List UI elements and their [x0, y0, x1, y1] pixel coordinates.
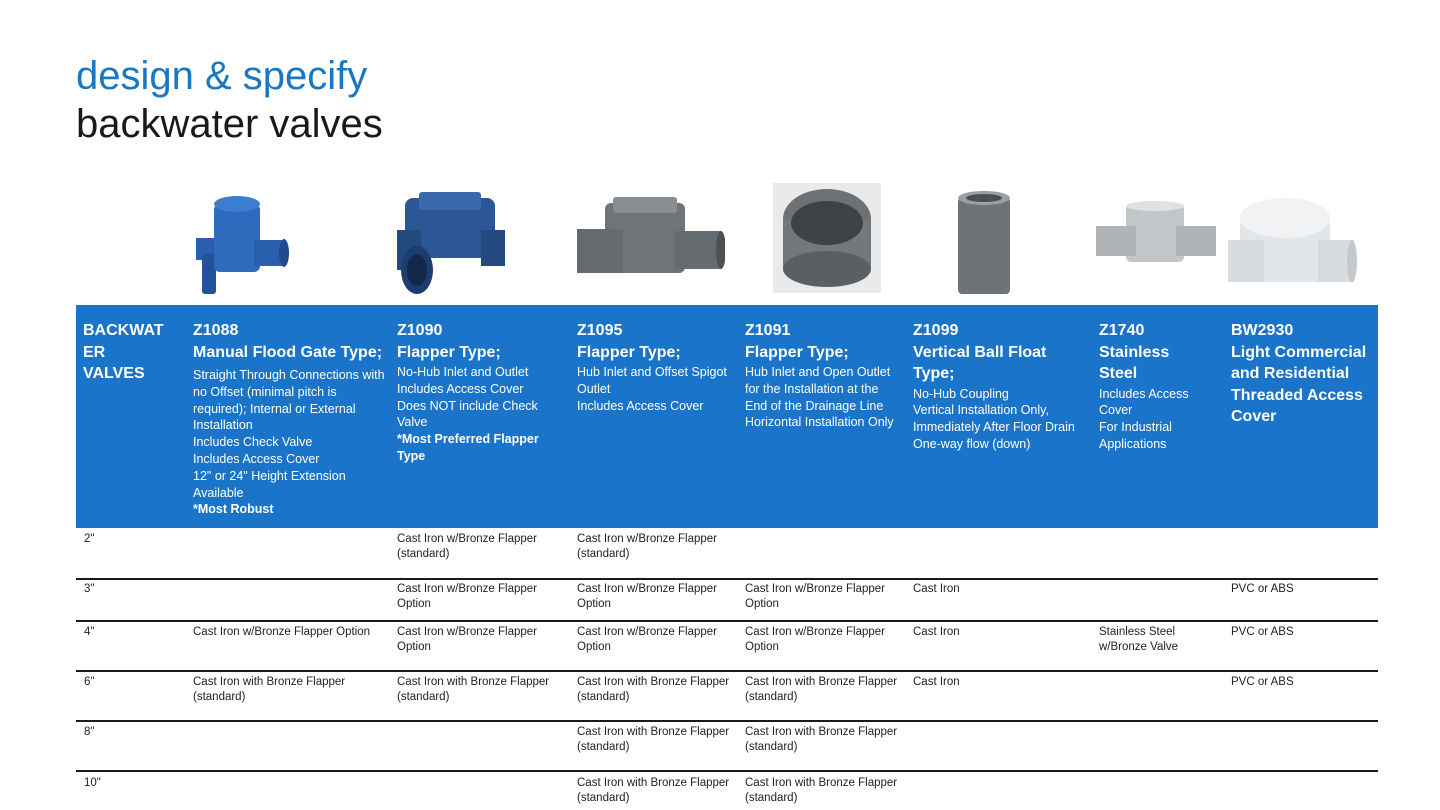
table-cell: Cast Iron with Bronze Flapper (standard) — [397, 676, 550, 703]
product-type: Flapper Type; — [577, 343, 681, 361]
table-cell: Cast Iron w/Bronze Flapper Option — [397, 626, 537, 653]
product-desc: Horizontal Installation Only — [745, 415, 894, 430]
product-desc: Hub Inlet and Open Outlet for the Installation at the End of the Drainage Line — [745, 365, 891, 413]
product-desc: 12" or 24" Height Extension Available — [193, 468, 346, 500]
table-cell: PVC or ABS — [1231, 676, 1294, 688]
table-cell: Cast Iron — [913, 626, 960, 638]
table-cell: Stainless Steel w/Bronze Valve — [1099, 626, 1179, 653]
product-type: Manual Flood Gate Type; — [193, 343, 383, 361]
product-note: *Most Robust — [193, 502, 274, 517]
product-code: Z1099 — [913, 322, 959, 339]
table-cell: Cast Iron w/Bronze Flapper Option — [397, 583, 537, 610]
table-cell: Cast Iron — [913, 676, 960, 688]
header-label-line-3: VALVES — [83, 365, 145, 382]
product-code: Z1095 — [577, 322, 623, 339]
z1095-product-image — [575, 195, 725, 295]
product-desc: Vertical Installation Only, Immediately After Floor Drain — [913, 403, 1075, 435]
header-bw2930 — [1231, 320, 1371, 428]
product-desc: Includes Access Cover — [577, 398, 704, 413]
header-z1740 — [1099, 320, 1209, 453]
bw2930-product-image — [1228, 188, 1358, 292]
table-cell: Cast Iron w/Bronze Flapper (standard) — [577, 533, 717, 560]
table-cell: Cast Iron with Bronze Flapper (standard) — [577, 726, 730, 753]
table-cell: PVC or ABS — [1231, 583, 1294, 595]
product-desc: Includes Access Cover — [1099, 386, 1189, 418]
header-label-line-2: ER — [83, 343, 106, 361]
table-cell: Cast Iron w/Bronze Flapper Option — [745, 583, 885, 610]
product-desc: Includes Access Cover — [193, 451, 320, 466]
table-cell: Cast Iron w/Bronze Flapper Option — [745, 626, 885, 653]
product-code: Z1740 — [1099, 322, 1145, 339]
size-label: 10" — [84, 777, 101, 789]
row-divider — [76, 770, 1378, 772]
product-desc: No-Hub Inlet and Outlet — [397, 365, 529, 379]
row-divider — [76, 720, 1378, 722]
table-cell: Cast Iron — [913, 583, 960, 595]
table-cell: Cast Iron w/Bronze Flapper Option — [577, 583, 717, 610]
product-code: Z1088 — [193, 322, 239, 339]
table-cell: Cast Iron with Bronze Flapper (standard) — [745, 676, 898, 703]
product-type: Light Commercial and Residential Threaded Access Cover — [1231, 343, 1367, 425]
table-cell: Cast Iron w/Bronze Flapper Option — [577, 626, 717, 653]
header-z1091 — [745, 320, 903, 431]
header-label-line-1: BACKWAT — [83, 322, 164, 339]
z1099-product-image — [952, 190, 1016, 296]
z1740-product-image — [1096, 200, 1216, 270]
table-cell: Cast Iron w/Bronze Flapper (standard) — [397, 533, 537, 560]
table-cell: Cast Iron with Bronze Flapper (standard) — [745, 726, 898, 753]
product-type: Vertical Ball Float Type; — [913, 343, 1047, 382]
header-z1088 — [193, 320, 385, 518]
size-label: 3" — [84, 583, 95, 595]
table-cell: Cast Iron with Bronze Flapper (standard) — [577, 676, 730, 703]
table-cell: Cast Iron with Bronze Flapper (standard) — [745, 777, 898, 804]
size-label: 4" — [84, 626, 95, 638]
product-desc: Does NOT include Check Valve — [397, 398, 538, 430]
table-cell: Cast Iron w/Bronze Flapper Option — [193, 626, 371, 638]
page-title — [76, 52, 383, 148]
table-cell: Cast Iron with Bronze Flapper (standard) — [193, 676, 346, 703]
z1088-product-image — [188, 190, 292, 298]
title-line-2: backwater valves — [76, 102, 383, 146]
row-divider — [76, 670, 1378, 672]
product-desc: Hub Inlet and Offset Spigot Outlet — [577, 365, 727, 396]
product-type: Flapper Type; — [397, 343, 501, 361]
table-cell: PVC or ABS — [1231, 626, 1294, 638]
size-label: 8" — [84, 726, 95, 738]
product-type: Flapper Type; — [745, 343, 849, 361]
product-type: Stainless Steel — [1099, 343, 1170, 382]
size-label: 6" — [84, 676, 95, 688]
z1090-product-image — [395, 190, 507, 298]
row-divider — [76, 620, 1378, 622]
product-code: Z1091 — [745, 322, 791, 339]
title-line-1: design & specify — [76, 54, 368, 98]
header-z1095 — [577, 320, 727, 414]
product-desc: One-way flow (down) — [913, 436, 1031, 451]
size-label: 2" — [84, 533, 95, 545]
product-desc: Includes Check Valve — [193, 435, 313, 450]
product-desc: Straight Through Connections with no Offset (minimal pitch is required); Internal or External Installation — [193, 368, 385, 433]
product-desc: No-Hub Coupling — [913, 386, 1009, 401]
header-z1090 — [397, 320, 562, 465]
header-label — [83, 320, 164, 385]
header-z1099 — [913, 320, 1083, 453]
z1091-product-image — [773, 183, 881, 293]
product-code: BW2930 — [1231, 322, 1294, 339]
table-cell: Cast Iron with Bronze Flapper (standard) — [577, 777, 730, 804]
product-code: Z1090 — [397, 322, 443, 339]
product-desc: For Industrial Applications — [1099, 420, 1172, 451]
product-note: *Most Preferred Flapper Type — [397, 432, 539, 463]
row-divider — [76, 578, 1378, 580]
product-desc: Includes Access Cover — [397, 381, 524, 396]
